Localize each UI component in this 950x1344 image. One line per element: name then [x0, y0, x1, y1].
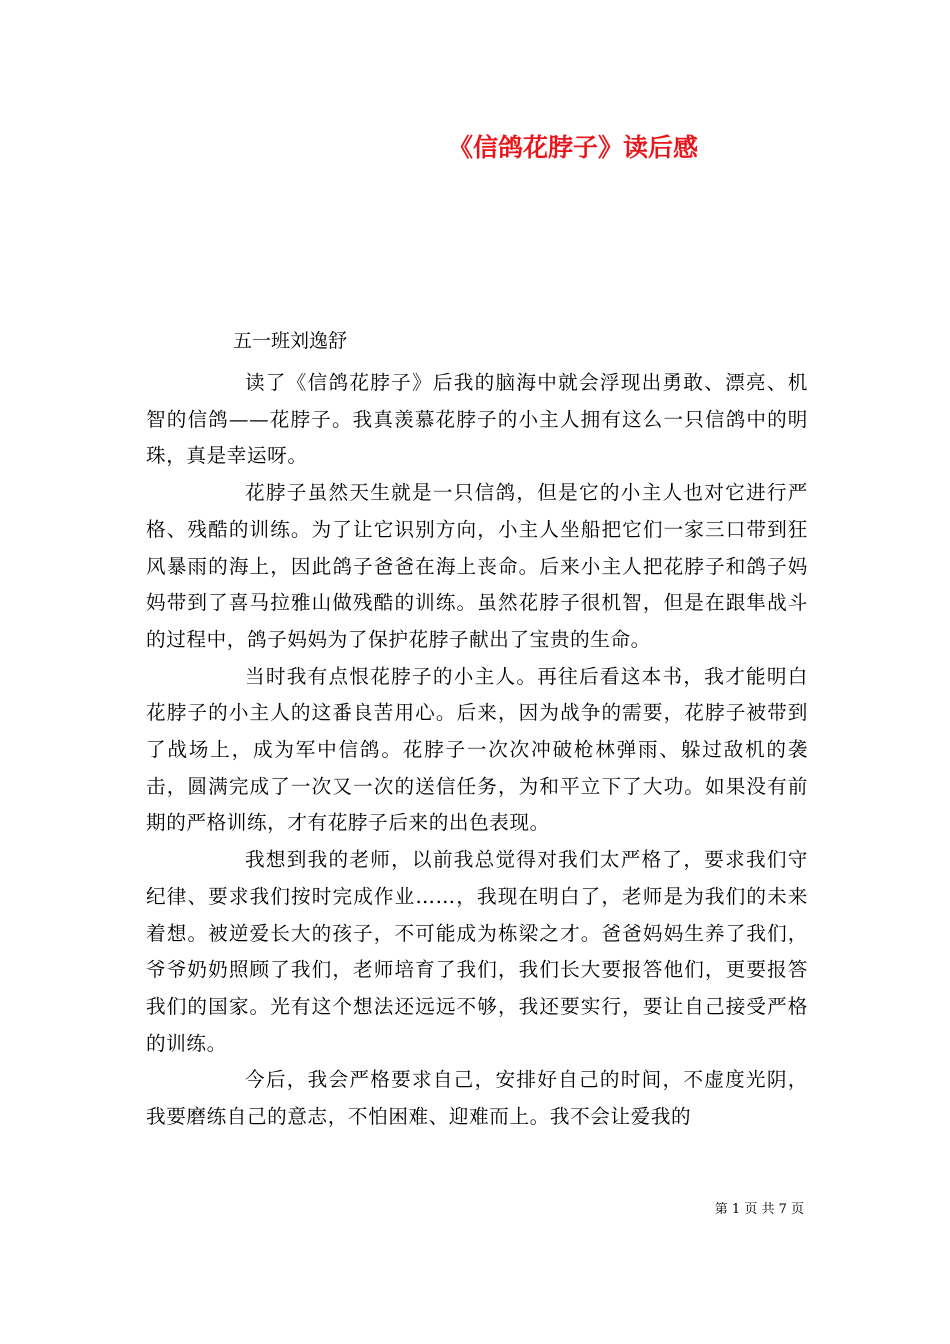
paragraph-3: 当时我有点恨花脖子的小主人。再往后看这本书，我才能明白花脖子的小主人的这番良苦用心。后来，因为战争的需要，花脖子被带到了战场上，成为军中信鸽。花脖子一次次冲破枪林弹雨、躲过敌机的袭击，圆满完成了一次又一次的送信任务，为和平立下了大功。如果没有前期的严格训练，才有花脖子后来的出色表现。 — [146, 664, 808, 835]
author-line: 五一班刘逸舒 — [233, 330, 348, 352]
paragraph-5: 今后，我会严格要求自己，安排好自己的时间，不虚度光阴，我要磨练自己的意志，不怕困难、迎难而上。我不会让爱我的 — [146, 1068, 808, 1129]
document-title: 《信鸽花脖子》读后感 — [447, 133, 698, 162]
page-footer: 第 1 页 共 7 页 — [714, 1202, 804, 1217]
body-text — [146, 365, 808, 1136]
paragraph-2: 花脖子虽然天生就是一只信鸽，但是它的小主人也对它进行严格、残酷的训练。为了让它识别方向，小主人坐船把它们一家三口带到狂风暴雨的海上，因此鸽子爸爸在海上丧命。后来小主人把花脖子和鸽子妈妈带到了喜马拉雅山做残酷的训练。虽然花脖子很机智，但是在跟隼战斗的过程中，鸽子妈妈为了保护花脖子献出了宝贵的生命。 — [146, 481, 808, 651]
paragraph-4: 我想到我的老师，以前我总觉得对我们太严格了，要求我们守纪律、要求我们按时完成作业……，我现在明白了，老师是为我们的未来着想。被逆爱长大的孩子，不可能成为栋梁之才。爸爸妈妈生养了我们，爷爷奶奶照顾了我们，老师培育了我们，我们长大要报答他们，更要报答我们的国家。光有这个想法还远远不够，我还要实行，要让自己接受严格的训练。 — [146, 848, 808, 1055]
paragraph-1: 读了《信鸽花脖子》后我的脑海中就会浮现出勇敢、漂亮、机智的信鸽——花脖子。我真羡慕花脖子的小主人拥有这么一只信鸽中的明珠，真是幸运呀。 — [146, 371, 808, 468]
